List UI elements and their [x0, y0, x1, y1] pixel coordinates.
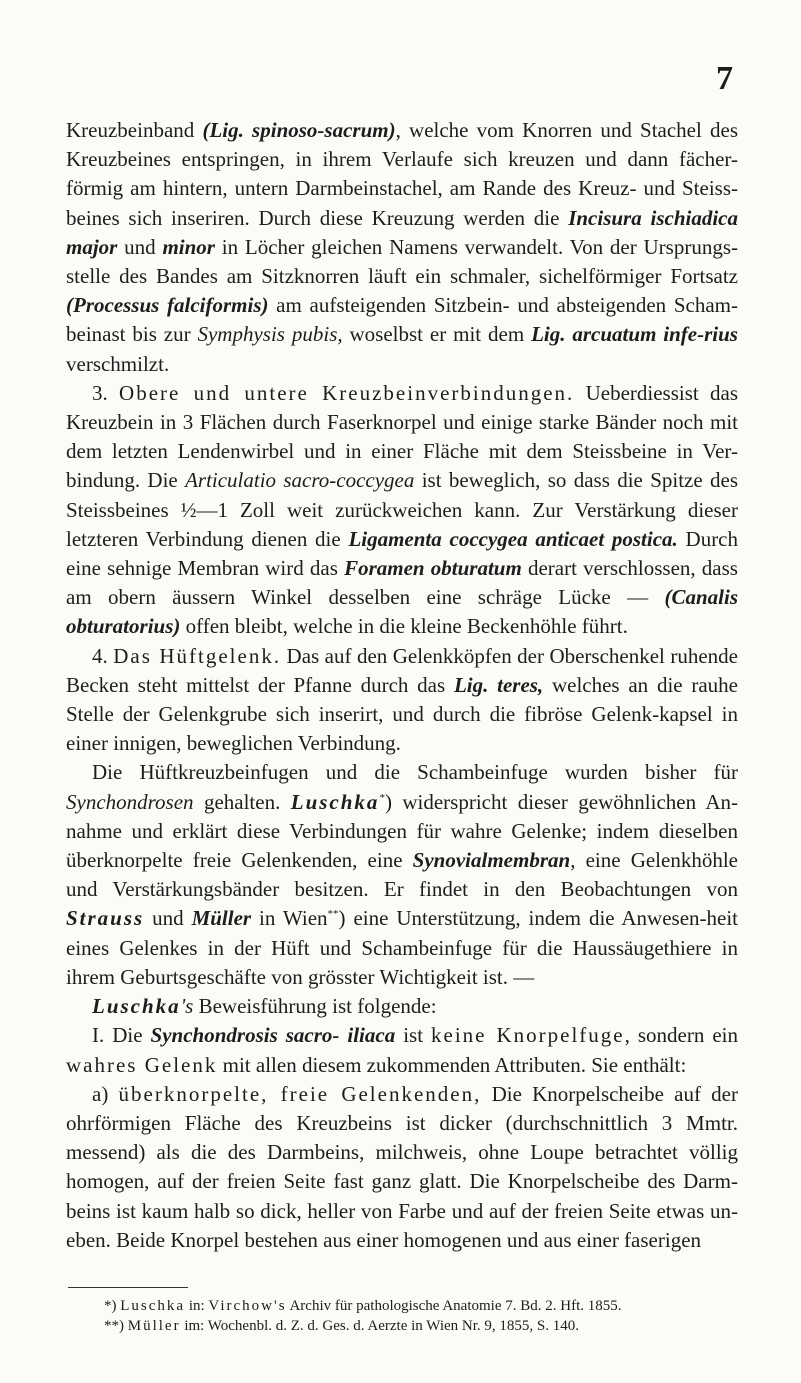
footnote-2: [68, 1316, 738, 1336]
paragraph-2: [66, 379, 738, 642]
footnote-mark: *): [104, 1298, 117, 1314]
text: gehalten.: [193, 789, 291, 814]
emphasis: Articulatio sacro-coccygea: [185, 468, 415, 493]
text: 3.: [92, 380, 120, 405]
text: —1 Zoll weit zurückweichen kann. Zur Verstärkung dieser letzteren Verbindung dienen die: [66, 497, 738, 551]
text: ist beweglich, so dass die Spitze des Steissbeines: [66, 468, 739, 522]
text: , welche vom Knorren und Stachel des Kreuzbeines entspringen, in ihrem Verlaufe sich kreuzen und dann fächer-förmig am hintern, untern Darmbeinstachel, am Rande des Kreuz- und Steiss-beines sich inseriren. Durch diese Kreuzung werden die: [66, 118, 739, 230]
author-name: Luschka: [120, 1298, 186, 1314]
emphasis: Ligamenta coccygea anticaet postica.: [348, 526, 678, 551]
text: ) eine Unterstützung, indem die Anwesen-heit eines Gelenkes in der Hüft und Schambeinfuge für die Haussäugethiere in ihrem Geburtsgeschäfte von grösster Wichtigkeit ist. —: [66, 906, 739, 989]
footnotes: [68, 1296, 738, 1336]
emphasis: Symphysis pubis,: [197, 322, 343, 347]
text: verschmilzt.: [66, 351, 170, 376]
emphasis: Synchondrosis sacro- iliaca: [150, 1023, 396, 1048]
emphasis: (Canalis obturatorius): [66, 585, 738, 639]
emphasis: 's: [180, 994, 194, 1019]
text: I. Die: [92, 1023, 151, 1048]
paragraph-6: [66, 1021, 738, 1079]
text: in Löcher gleichen Namens verwandelt. Von der Ursprungs-stelle des Bandes am Sitzknorren läuft ein schmaler, sichelförmiger Fortsatz: [66, 234, 738, 289]
text: Ueberdiessist das Kreuzbein in 3 Flächen durch Faserknorpel und einige starke Bänder noch mit dem letzten Lendenwirbel und in einer Fläche mit dem Steissbeine in Ver-bindung. Die: [66, 380, 738, 493]
author-name: Strauss: [66, 906, 145, 931]
text: im: Wochenbl. d. Z. d. Ges. d. Aerzte in Wien Nr. 9, 1855, S. 140.: [180, 1318, 580, 1334]
emphasis: Lig. teres,: [453, 672, 544, 697]
footnote-ref: **: [327, 908, 339, 921]
text: Durch eine sehnige Membran wird das: [66, 526, 739, 581]
author-name: Luschka: [290, 789, 380, 814]
emphasis: (Lig. spinoso-sacrum): [202, 118, 396, 142]
footnote-1: [68, 1296, 738, 1316]
spaced-heading: Das Hüftgelenk.: [113, 643, 282, 668]
text: , eine Gelenkhöhle und Verstärkungsbänder besitzen. Er findet in den Beobachtungen von: [66, 848, 738, 902]
text: Die Knorpelscheibe auf der ohrförmigen Fläche des Kreuzbeins ist dicker (durchschnittlich 3 Mmtr. messend) als die des Darmbeins, milchweis, ohne Loupe betrachtet völlig homogen, auf der freien Seite fast ganz glatt. Die Knorpelscheibe des Darm-beins ist kaum halb so dick, heller von Farbe und auf der freien Seite etwas un-eben. Beide Knorpel bestehen aus einer homogenen und aus einer faserigen: [66, 1081, 738, 1252]
text: ) widerspricht dieser gewöhnlichen An-nahme und erklärt diese Verbindungen für wahre Gelenke; indem dieselben überknorpelte freie Gelenkenden, eine: [66, 789, 738, 873]
emphasis: Synchondrosen: [66, 789, 194, 814]
text: offen bleibt, welche in die kleine Beckenhöhle führt.: [180, 614, 628, 639]
author-name: Müller: [191, 906, 252, 931]
paragraph-3: [66, 642, 738, 759]
emphasis: Lig. arcuatum infe-rius: [531, 322, 738, 347]
text: und: [144, 906, 192, 931]
paragraph-7: [66, 1080, 738, 1255]
text: woselbst er mit dem: [342, 322, 532, 347]
emphasis: (Processus falciformis): [66, 293, 269, 318]
text: Kreuzbeinband: [66, 118, 203, 142]
page-number: 7: [716, 60, 733, 97]
emphasis: Incisura ischiadica major: [66, 205, 738, 259]
text: Die Hüftkreuzbeinfugen und die Schambeinfuge wurden bisher für: [92, 760, 738, 785]
emphasis: Synovialmembran: [412, 848, 571, 873]
author-name: Virchow's: [208, 1298, 287, 1314]
spaced-heading: Obere und untere Kreuzbeinverbindungen.: [119, 380, 575, 405]
text: , sondern ein: [624, 1023, 738, 1048]
body-text: [66, 116, 738, 1255]
text: Archiv für pathologische Anatomie 7. Bd. 2. Hft. 1855.: [286, 1298, 622, 1314]
text: mit allen diesem zukommenden Attributen. Sie enthält:: [217, 1052, 687, 1077]
paragraph-4: [66, 758, 738, 992]
spaced-text: überknorpelte, freie Gelenkenden,: [118, 1081, 482, 1106]
emphasis: minor: [162, 234, 215, 259]
footnote-divider: [68, 1287, 188, 1288]
paragraph-1: [66, 116, 738, 379]
spaced-text: keine Knorpelfuge: [431, 1023, 625, 1048]
text: in Wien: [251, 906, 328, 931]
text: Beweisführung ist folgende:: [193, 994, 437, 1019]
text: welches an die rauhe Stelle der Gelenkgrube sich inserirt, und durch die fibröse Gelenk-kapsel in einer innigen, beweglichen Verbindung.: [66, 672, 738, 756]
text: ist: [395, 1023, 432, 1048]
text: und: [117, 234, 163, 259]
footnote-ref: *: [379, 791, 385, 804]
text: am aufsteigenden Sitzbein- und absteigenden Scham-beinast bis zur: [66, 293, 738, 347]
paragraph-5: [66, 992, 738, 1021]
spaced-text: wahres Gelenk: [66, 1052, 218, 1077]
text: Das auf den Gelenkköpfen der Oberschenkel ruhende Becken steht mittelst der Pfanne durch das: [66, 643, 738, 697]
footnote-mark: **): [104, 1318, 124, 1334]
author-name: Müller: [127, 1318, 181, 1334]
author-name: Luschka: [92, 994, 181, 1019]
text: derart verschlossen, dass am obern äussern Winkel desselben eine schräge Lücke —: [66, 556, 738, 610]
text: in:: [185, 1298, 209, 1314]
fraction: ½: [180, 497, 197, 522]
emphasis: Foramen obturatum: [344, 556, 522, 581]
text: a): [92, 1081, 119, 1106]
text: 4.: [92, 643, 114, 668]
